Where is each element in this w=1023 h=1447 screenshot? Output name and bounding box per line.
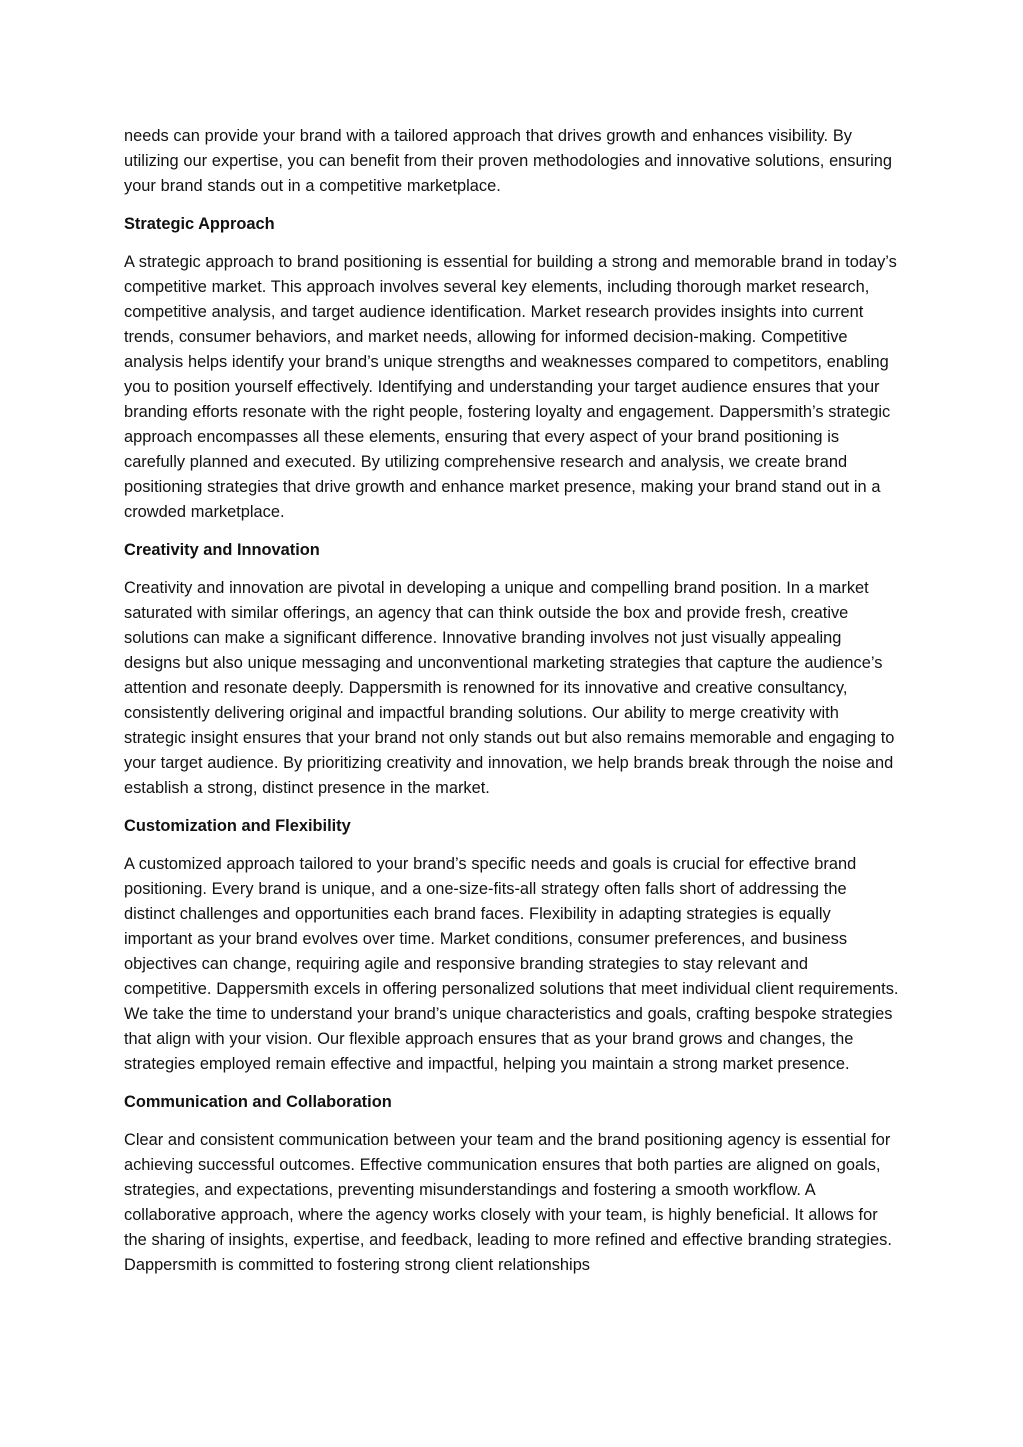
section-heading-customization-and-flexibility: Customization and Flexibility xyxy=(124,817,351,835)
section-heading-creativity-and-innovation: Creativity and Innovation xyxy=(124,541,320,559)
section-heading-strategic-approach: Strategic Approach xyxy=(124,215,275,233)
section-body-strategic-approach: A strategic approach to brand positioning is essential for building a strong and memorable brand in today’s competitive market. This approach involves several key elements, including thorough market research, competitive analysis, and target audience identification. Market research provides insights into current trends, consumer behaviors, and market needs, allowing for informed decision-making. Competitive analysis helps identify your brand’s unique strengths and weaknesses compared to competitors, enabling you to position yourself effectively. Identifying and understanding your target audience ensures that your branding efforts resonate with the right people, fostering loyalty and engagement. Dappersmith’s strategic approach encompasses all these elements, ensuring that every aspect of your brand positioning is carefully planned and executed. By utilizing comprehensive research and analysis, we create brand positioning strategies that drive growth and enhance market presence, making your brand stand out in a crowded marketplace. xyxy=(124,253,897,521)
section-body-creativity-and-innovation: Creativity and innovation are pivotal in developing a unique and compelling brand position. In a market saturated with similar offerings, an agency that can think outside the box and provide fresh, creative solutions can make a significant difference. Innovative branding involves not just visually appealing designs but also unique messaging and unconventional marketing strategies that capture the audience’s attention and resonate deeply. Dappersmith is renowned for its innovative and creative consultancy, consistently delivering original and impactful branding solutions. Our ability to merge creativity with strategic insight ensures that your brand not only stands out but also remains memorable and engaging to your target audience. By prioritizing creativity and innovation, we help brands break through the noise and establish a strong, distinct presence in the market. xyxy=(124,579,895,797)
section-body-customization-and-flexibility: A customized approach tailored to your brand’s specific needs and goals is crucial for effective brand positioning. Every brand is unique, and a one-size-fits-all strategy often falls short of addressing the distinct challenges and opportunities each brand faces. Flexibility in adapting strategies is equally important as your brand evolves over time. Market conditions, consumer preferences, and business objectives can change, requiring agile and responsive branding strategies to stay relevant and competitive. Dappersmith excels in offering personalized solutions that meet individual client requirements. We take the time to understand your brand’s unique characteristics and goals, crafting bespoke strategies that align with your vision. Our flexible approach ensures that as your brand grows and changes, the strategies employed remain effective and impactful, helping you maintain a strong market presence. xyxy=(124,855,899,1073)
document-content xyxy=(124,124,899,1278)
section-body-communication-and-collaboration: Clear and consistent communication between your team and the brand positioning agency is essential for achieving successful outcomes. Effective communication ensures that both parties are aligned on goals, strategies, and expectations, preventing misunderstandings and fostering a smooth workflow. A collaborative approach, where the agency works closely with your team, is highly beneficial. It allows for the sharing of insights, expertise, and feedback, leading to more refined and effective branding strategies. Dappersmith is committed to fostering strong client relationships xyxy=(124,1131,892,1274)
section-heading-communication-and-collaboration: Communication and Collaboration xyxy=(124,1093,392,1111)
intro-paragraph: needs can provide your brand with a tailored approach that drives growth and enhances visibility. By utilizing our expertise, you can benefit from their proven methodologies and innovative solutions, ensuring your brand stands out in a competitive marketplace. xyxy=(124,127,892,195)
